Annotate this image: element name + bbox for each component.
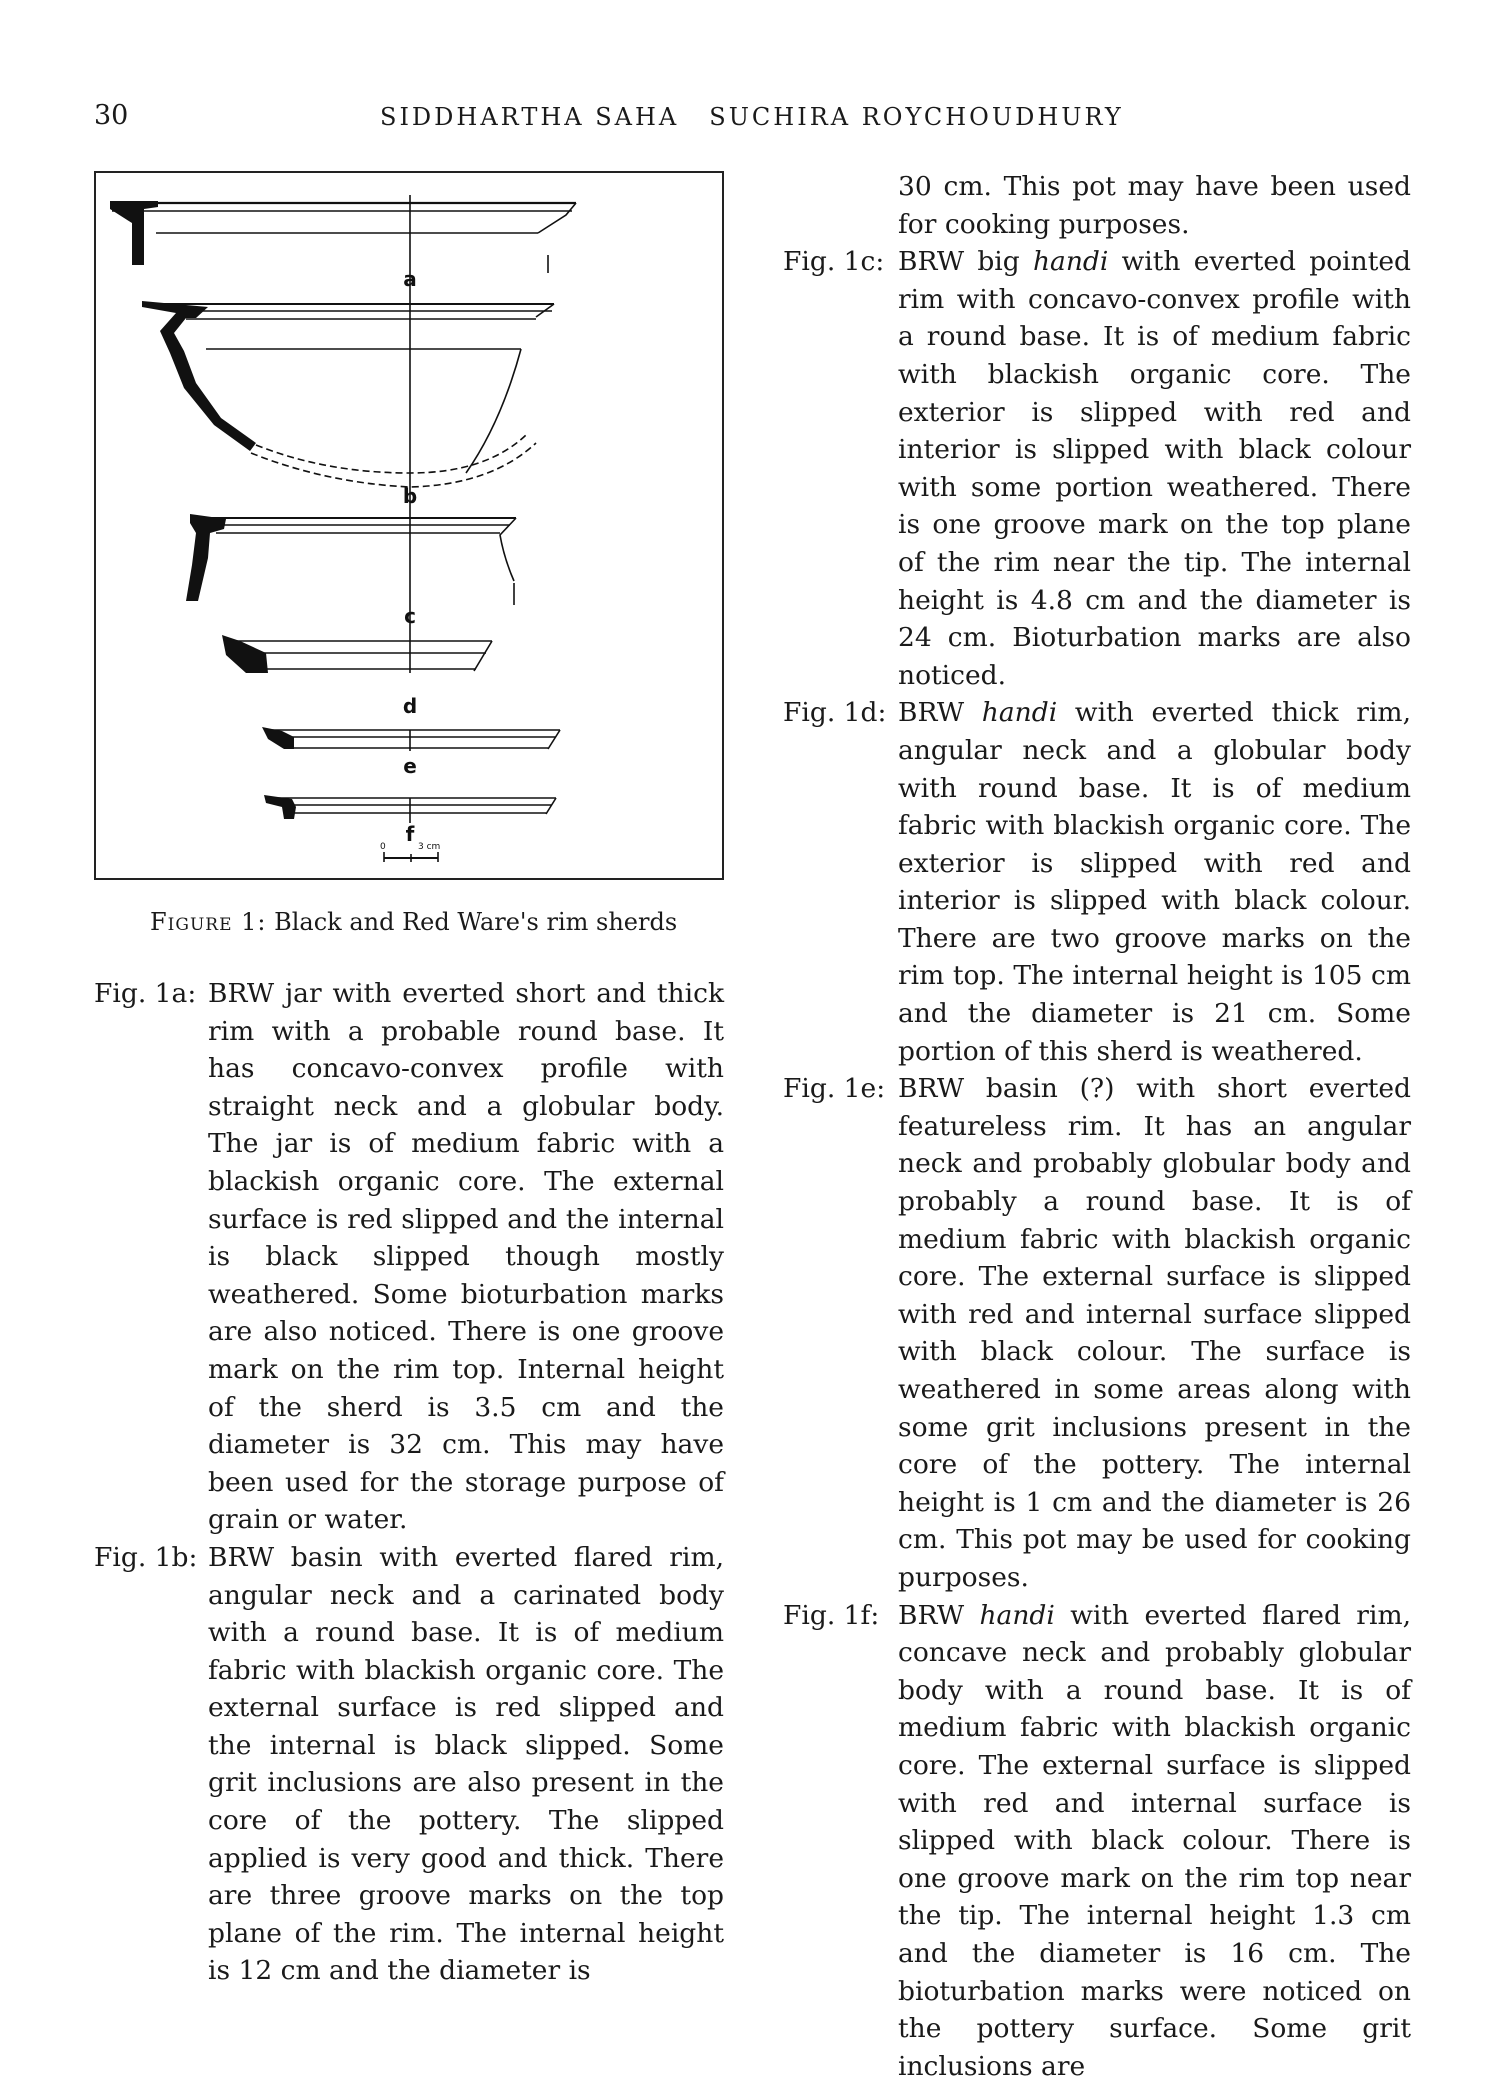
entry-label: Fig. 1b: [94,1541,198,1573]
figure-1-rim-sherds [94,171,724,880]
author-1: SIDDHARTHA SAHA [380,103,680,131]
entry-label: Fig. 1c: [783,246,885,278]
entry-label: Fig. 1e: [783,1073,886,1105]
scale-bar [384,852,438,862]
sherd-a [110,201,576,273]
entry-text: BRW basin (?) with short everted featureless rim. It has an angular neck and probably globular body and probably a round base. It is of medium fabric with blackish organic core. The external surface is slipped with red and internal surface slipped with black colour. The surface is weathered in some areas along with some grit inclusions present in the core of the pottery. The internal height is 1 cm and the diameter is 26 cm. This pot may be used for cooking purposes. [898,1073,1411,1593]
entry-fig-1b [94,1539,724,1990]
sherd-c [186,514,516,605]
sherd-f [264,795,556,823]
sherd-b [142,301,554,487]
figure-caption [150,908,677,936]
entry-text: BRW handi with everted flared rim, concave neck and probably globular body with a round base. It is of medium fabric with blackish organic core. The external surface is slipped with red and internal surface is slipped with black colour. There is one groove mark on the rim top near the tip. The internal height 1.3 cm and the diameter is 16 cm. The bioturbation marks were noticed on the pottery surface. Some grit inclusions are [898,1599,1411,2082]
label-f: f [405,822,415,846]
entry-text: BRW handi with everted thick rim, angular neck and a globular body with round base. It is of medium fabric with blackish organic core. The exterior is slipped with red and interior is slipped with black colour. There are two groove marks on the rim top. The internal height is 105 cm and the diameter is 21 cm. Some portion of this sherd is weathered. [898,697,1411,1067]
caption-prefix: Figure 1: [150,908,267,936]
caption-text: Black and Red Ware's rim sherds [274,908,678,936]
page-number: 30 [94,100,129,131]
label-a: a [403,267,417,291]
label-e: e [403,754,417,778]
entry-fig-1a [94,975,724,1539]
pottery-drawings [96,173,722,878]
author-2: SUCHIRA ROYCHOUDHURY [709,103,1124,131]
entry-fig-1e [783,1070,1411,1596]
label-d: d [402,694,418,718]
label-b: b [402,484,418,508]
entry-text: BRW basin with everted flared rim, angular neck and a carinated body with a round base. It is of medium fabric with blackish organic core. The external surface is red slipped and the internal is black slipped. Some grit inclusions are also present in the core of the pottery. The slipped applied is very good and thick. There are three groove marks on the top plane of the rim. The internal height is 12 cm and the diameter is [208,1541,724,1987]
scale-start: 0 [380,842,386,852]
entry-fig-1f [783,1597,1411,2085]
running-head [380,103,1124,131]
entry-label: Fig. 1a: [94,978,197,1009]
label-c: c [404,604,416,628]
sherd-e [262,727,560,751]
entry-text: BRW big handi with everted pointed rim with concavo-convex profile with a round base. It is of medium fabric with blackish organic core. The exterior is slipped with red and interior is slipped with black colour with some portion weathered. There is one groove mark on the top plane of the rim near the tip. The internal height is 4.8 cm and the diameter is 24 cm. Bioturbation marks are also noticed. [898,246,1411,691]
scale-end: 3 cm [418,842,441,852]
entry-label: Fig. 1d: [783,697,887,729]
entry-fig-1c [783,243,1411,694]
entry-fig-1d [783,694,1411,1070]
entry-text: BRW jar with everted short and thick rim with a probable round base. It has concavo-convex profile with straight neck and a globular body. The jar is of medium fabric with a blackish organic core. The external surface is red slipped and the internal is black slipped though mostly weathered. Some bioturbation marks are also noticed. There is one groove mark on the rim top. Internal height of the sherd is 3.5 cm and the diameter is 32 cm. This may have been used for the storage purpose of grain or water. [208,978,724,1536]
left-column [94,975,724,1990]
entry-fig-1b-continuation: 30 cm. This pot may have been used for cooking purposes. [898,171,1411,240]
entry-label: Fig. 1f: [783,1599,880,1631]
sherd-d [222,635,492,673]
right-column [783,168,1411,2085]
